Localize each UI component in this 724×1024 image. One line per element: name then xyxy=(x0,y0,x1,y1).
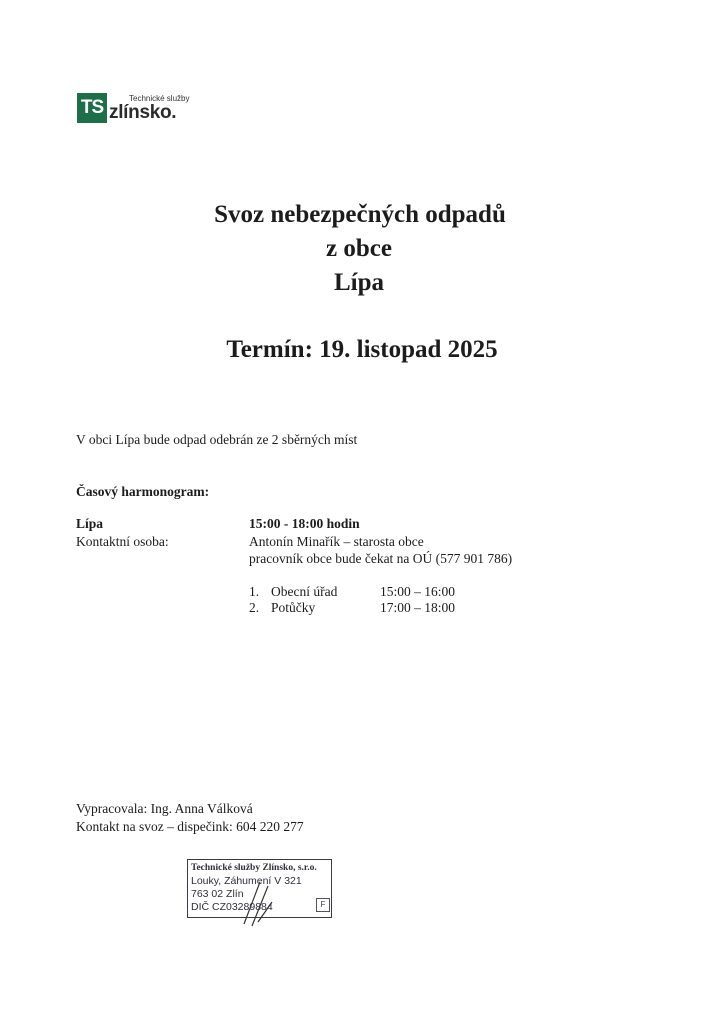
signature-icon xyxy=(238,878,288,928)
stop-number: 2. xyxy=(249,600,260,615)
stop-time: 17:00 – 18:00 xyxy=(380,600,456,615)
stamp-company: Technické služby Zlínsko, s.r.o. xyxy=(191,863,317,873)
list-item xyxy=(249,584,455,600)
collection-date: Termín: 19. listopad 2025 xyxy=(226,336,498,363)
title-line-2: z obce xyxy=(326,235,392,262)
schedule-heading: Časový harmonogram: xyxy=(76,484,210,499)
stamp-street: Louky, Záhumení V 321 xyxy=(191,875,302,887)
logo-big-text: zlínsko. xyxy=(109,102,177,123)
list-item xyxy=(249,600,455,616)
title-line-1: Svoz nebezpečných odpadů xyxy=(214,201,506,228)
stop-name: Potůčky xyxy=(271,600,316,615)
prepared-by: Vypracovala: Ing. Anna Válková xyxy=(76,801,253,816)
stop-time: 15:00 – 16:00 xyxy=(380,584,456,599)
place-time: 15:00 - 18:00 hodin xyxy=(249,516,360,531)
logo-text xyxy=(109,96,189,123)
stop-name: Obecní úřad xyxy=(271,584,338,599)
contact-label: Kontaktní osoba: xyxy=(76,534,169,549)
stamp-mark-icon: F xyxy=(316,898,330,912)
stamp-tax-id: DIČ CZ03289884 xyxy=(191,901,273,913)
place-label: Lípa xyxy=(76,516,104,531)
logo-small-text: Technické služby xyxy=(129,94,190,103)
contact-note: pracovník obce bude čekat na OÚ (577 901 786) xyxy=(249,551,513,566)
logo-ts-box: TS xyxy=(77,93,107,123)
contact-name: Antonín Minařík – starosta obce xyxy=(249,534,424,549)
intro-text: V obci Lípa bude odpad odebrán ze 2 sběrných míst xyxy=(76,432,358,447)
stamp-city: 763 02 Zlín xyxy=(191,888,244,900)
company-logo xyxy=(77,89,189,123)
collection-stops xyxy=(249,584,455,616)
dispatch-contact: Kontakt na svoz – dispečink: 604 220 277 xyxy=(76,819,304,834)
stop-number: 1. xyxy=(249,584,260,599)
title-line-3: Lípa xyxy=(333,269,385,296)
